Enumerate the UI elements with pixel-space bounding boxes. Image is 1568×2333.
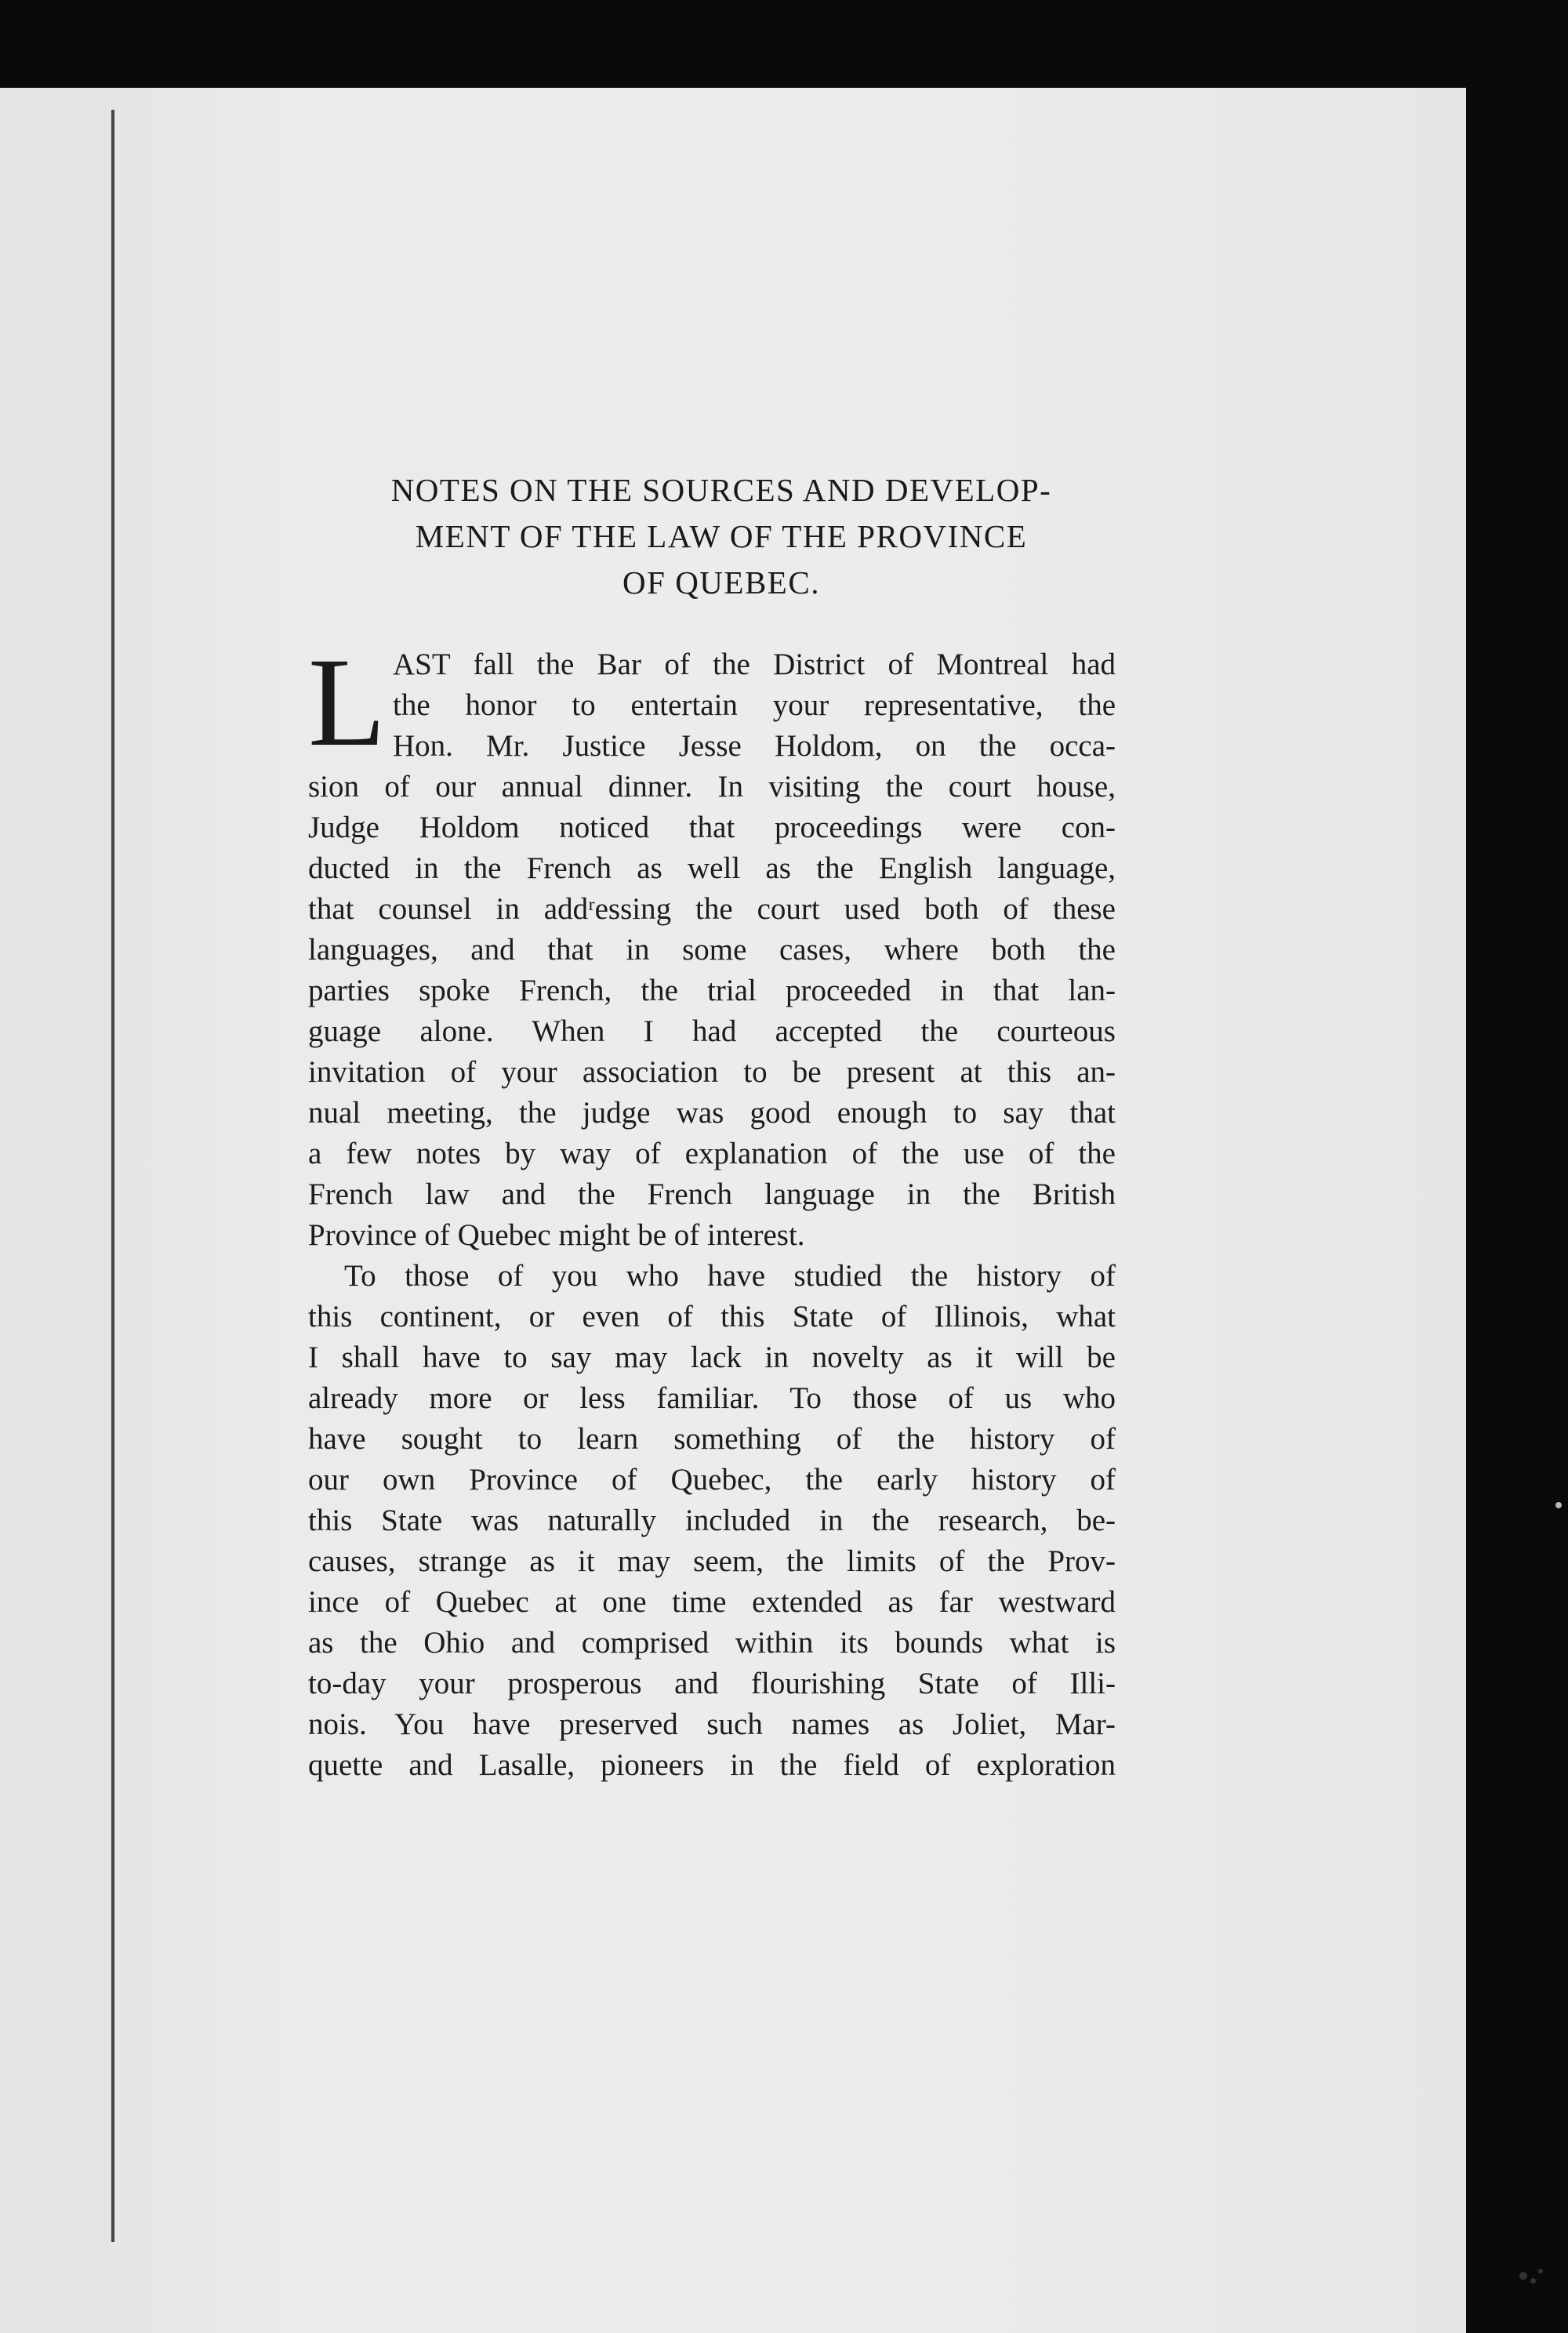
text-line: this continent, or even of this State of Illinois, what (308, 1300, 1116, 1333)
text-line: I shall have to say may lack in novelty as it will be (308, 1341, 1116, 1374)
scan-speck (1555, 1502, 1562, 1508)
text-line: the honor to entertain your representative, the (393, 688, 1116, 722)
document-title (282, 467, 1160, 606)
title-line: MENT OF THE LAW OF THE PROVINCE (415, 518, 1028, 554)
text-line: AST fall the Bar of the District of Montreal had (393, 648, 1116, 681)
paragraph-2 (308, 1256, 1116, 1786)
text-line: a few notes by way of explanation of the use of the (308, 1137, 1116, 1170)
facing-page-strip (0, 88, 111, 2333)
text-line: already more or less familiar. To those of us who (308, 1381, 1116, 1415)
title-line: OF QUEBEC. (622, 564, 820, 600)
drop-cap: L (308, 633, 386, 773)
text-line: Province of Quebec might be of interest. (308, 1218, 805, 1252)
text-line: ducted in the French as well as the English language, (308, 851, 1116, 885)
text-line: Judge Holdom noticed that proceedings were con- (308, 811, 1116, 844)
text-line: this State was naturally included in the research, be- (308, 1504, 1116, 1537)
scan-speck (1530, 2278, 1536, 2284)
scan-speck (1538, 2269, 1543, 2273)
text-line: as the Ohio and comprised within its bounds what is (308, 1626, 1116, 1660)
text-line: have sought to learn something of the history of (308, 1422, 1116, 1456)
text-line: sion of our annual dinner. In visiting the court house, (308, 770, 1116, 804)
title-line: NOTES ON THE SOURCES AND DEVELOP- (390, 472, 1052, 508)
text-line: To those of you who have studied the history of (344, 1259, 1116, 1293)
text-line: quette and Lasalle, pioneers in the field of exploration (308, 1748, 1116, 1782)
paragraph-1 (308, 633, 1116, 1256)
text-line: nual meeting, the judge was good enough to say that (308, 1096, 1116, 1130)
text-line: nois. You have preserved such names as Joliet, Mar- (308, 1707, 1116, 1741)
text-line: guage alone. When I had accepted the courteous (308, 1014, 1116, 1048)
page-binding-edge (111, 110, 114, 2242)
text-line: invitation of your association to be present at this an- (308, 1055, 1116, 1089)
text-line: parties spoke French, the trial proceeded in that lan- (308, 974, 1116, 1007)
text-line: that counsel in addʳessing the court used both of these (308, 892, 1116, 926)
body-text (308, 633, 1116, 1786)
text-line: our own Province of Quebec, the early history of (308, 1463, 1116, 1497)
text-line: to-day your prosperous and flourishing State of Illi- (308, 1667, 1116, 1700)
scan-right-border (1466, 88, 1568, 2333)
text-line: Hon. Mr. Justice Jesse Holdom, on the occa- (393, 729, 1116, 763)
text-line: French law and the French language in the British (308, 1177, 1116, 1211)
text-line: causes, strange as it may seem, the limits of the Prov- (308, 1544, 1116, 1578)
text-line: languages, and that in some cases, where both the (308, 933, 1116, 967)
scan-speck (1519, 2272, 1527, 2280)
text-line: ince of Quebec at one time extended as far westward (308, 1585, 1116, 1619)
